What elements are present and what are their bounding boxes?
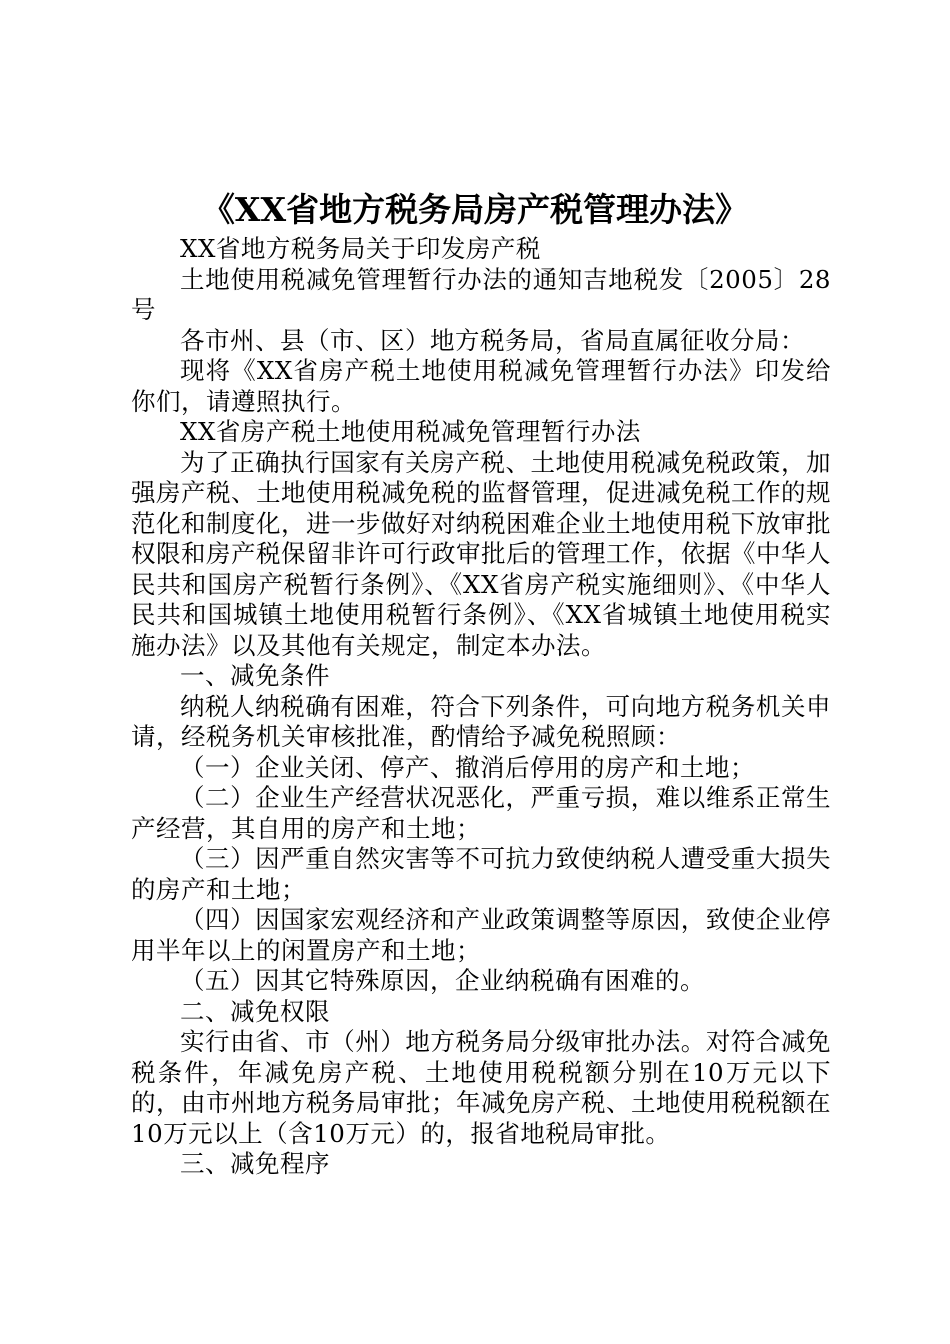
document-title: 《XX省地方税务局房产税管理办法》	[201, 190, 749, 229]
condition-item-2: （二）企业生产经营状况恶化，严重亏损，难以维系正常生产经营，其自用的房产和土地；	[131, 783, 831, 843]
section-heading-authority: 二、减免权限	[180, 996, 330, 1026]
paragraph-authority: 实行由省、市（州）地方税务局分级审批办法。对符合减免税条件，年减免房产税、土地使用税税额分别在10万元以下的，由市州地方税务局审批；年减免房产税、土地使用税税额在10万元以上（含10万元）的，报省地税局审批。	[131, 1027, 831, 1148]
paragraph-issuance: 现将《XX省房产税土地使用税减免管理暂行办法》印发给你们，请遵照执行。	[131, 356, 831, 416]
condition-item-4: （四）因国家宏观经济和产业政策调整等原因，致使企业停用半年以上的闲置房产和土地；	[131, 905, 831, 965]
section-heading-procedure: 三、减免程序	[180, 1149, 330, 1178]
paragraph-conditions-intro: 纳税人纳税确有困难，符合下列条件，可向地方税务机关申请，经税务机关审核批准，酌情给予减免税照顾：	[131, 691, 831, 751]
condition-item-5: （五）因其它特殊原因，企业纳税确有困难的。	[180, 966, 705, 995]
condition-item-3: （三）因严重自然灾害等不可抗力致使纳税人遭受重大损失的房产和土地；	[131, 844, 831, 904]
condition-item-1: （一）企业关闭、停产、撤消后停用的房产和土地；	[180, 752, 755, 782]
document-body	[131, 234, 831, 1180]
paragraph-notice-heading-2: 土地使用税减免管理暂行办法的通知吉地税发〔2005〕28号	[131, 264, 831, 324]
paragraph-addressees: 各市州、县（市、区）地方税务局，省局直属征收分局：	[180, 325, 805, 355]
section-heading-conditions: 一、减免条件	[180, 661, 330, 690]
paragraph-purpose: 为了正确执行国家有关房产税、土地使用税减免税政策，加强房产税、土地使用税减免税的监督管理，促进减免税工作的规范化和制度化，进一步做好对纳税困难企业土地使用税下放审批权限和房产税保留非许可行政审批后的管理工作，依据《中华人民共和国房产税暂行条例》、《XX省房产税实施细则》、《中华人民共和国城镇土地使用税暂行条例》、《XX省城镇土地使用税实施办法》以及其他有关规定，制定本办法。	[131, 447, 831, 660]
paragraph-notice-heading-1: XX省地方税务局关于印发房产税	[180, 234, 541, 263]
paragraph-measures-title: XX省房产税土地使用税减免管理暂行办法	[180, 417, 641, 446]
